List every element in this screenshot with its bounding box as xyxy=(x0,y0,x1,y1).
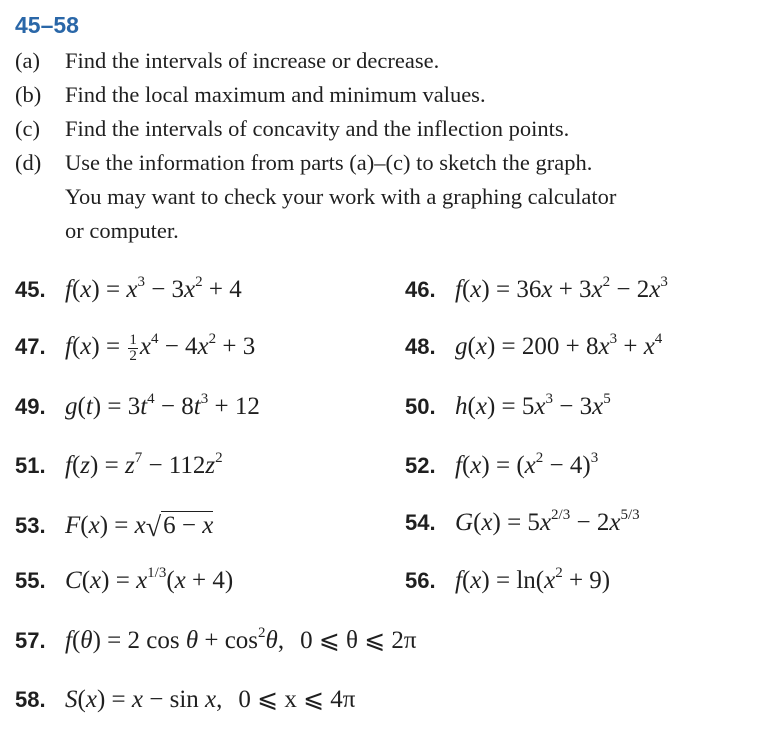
problem-46: 46. $f(x) = 36x + 3x^2 - 2x^3$ xyxy=(405,274,668,303)
problem-number: 55. xyxy=(15,568,46,593)
instruction-text: Find the intervals of concavity and the inflection points. xyxy=(65,116,570,141)
problem-56: 56. $f(x) = \ln(x^2 + 9)$ xyxy=(405,565,611,594)
problem-54: 54. $G(x) = 5x^{2/3} - 2x^{5/3}$ xyxy=(405,507,640,536)
problem-52: 52. $f(x) = (x^2 - 4)^3$ xyxy=(405,450,599,479)
problem-number: 53. xyxy=(15,513,46,538)
problem-number: 58. xyxy=(15,687,46,712)
fraction-one-half: $\frac{1}{2}$ xyxy=(129,332,137,364)
problem-53: 53. F(x) = x√6 − x xyxy=(15,512,214,543)
instruction-text: Use the information from parts (a)–(c) to sketch the graph. xyxy=(65,150,593,175)
problem-number: 49. xyxy=(15,394,46,419)
problem-number: 54. xyxy=(405,510,436,535)
problem-number: 50. xyxy=(405,394,436,419)
instruction-item xyxy=(15,78,780,112)
problem-number: 47. xyxy=(15,334,46,360)
exercise-range-heading: 45–58 xyxy=(15,12,79,38)
domain-restriction: 0 ⩽ x ⩽ 4π xyxy=(238,686,356,713)
instruction-item xyxy=(15,44,780,78)
instruction-item xyxy=(15,112,780,146)
domain-restriction: 0 ⩽ θ ⩽ 2π xyxy=(300,627,417,654)
problem-number: 56. xyxy=(405,568,436,593)
instruction-label: (d) xyxy=(15,150,42,175)
problem-55: 55. $C(x) = x^{1/3}(x + 4)$ xyxy=(15,565,234,594)
problem-49: 49. $g(t) = 3t^4 - 8t^3 + 12$ xyxy=(15,391,260,420)
square-root-sign: √ xyxy=(145,512,162,543)
problem-45: 45. $f(x) = x^3 - 3x^2 + 4$ xyxy=(15,274,242,303)
problem-number: 45. xyxy=(15,277,46,302)
instruction-continuation: or computer. xyxy=(65,218,179,243)
problem-number: 48. xyxy=(405,334,436,359)
problem-48: 48. $g(x) = 200 + 8x^3 + x^4$ xyxy=(405,331,663,360)
problem-number: 46. xyxy=(405,277,436,302)
instruction-label: (b) xyxy=(15,82,42,107)
problem-number: 51. xyxy=(15,453,46,478)
problem-number: 57. xyxy=(15,628,46,653)
instructions-list xyxy=(15,44,780,248)
instruction-label: (a) xyxy=(15,48,40,73)
problem-number: 52. xyxy=(405,453,436,478)
instruction-continuation: You may want to check your work with a graphing calculator xyxy=(65,184,617,209)
problem-50: 50. $h(x) = 5x^3 - 3x^5$ xyxy=(405,391,611,420)
instruction-item xyxy=(15,146,780,180)
problem-58: 58. S(x) = x − sin x, 0 ⩽ x ⩽ 4π xyxy=(15,686,356,713)
instruction-label: (c) xyxy=(15,116,40,141)
problem-57: 57. f(θ) = 2 $\cos \theta + \cos^2\theta$, 0 ⩽ θ ⩽ 2π xyxy=(15,625,417,654)
instruction-text: Find the intervals of increase or decrease. xyxy=(65,48,440,73)
instruction-text: Find the local maximum and minimum values. xyxy=(65,82,486,107)
problem-47: 47. f(x) = $\frac{1}{2}$ $x^4 - 4x^2 + 3$ xyxy=(15,331,256,364)
problem-51: 51. $f(z) = z^7 - 112z^2$ xyxy=(15,450,223,479)
